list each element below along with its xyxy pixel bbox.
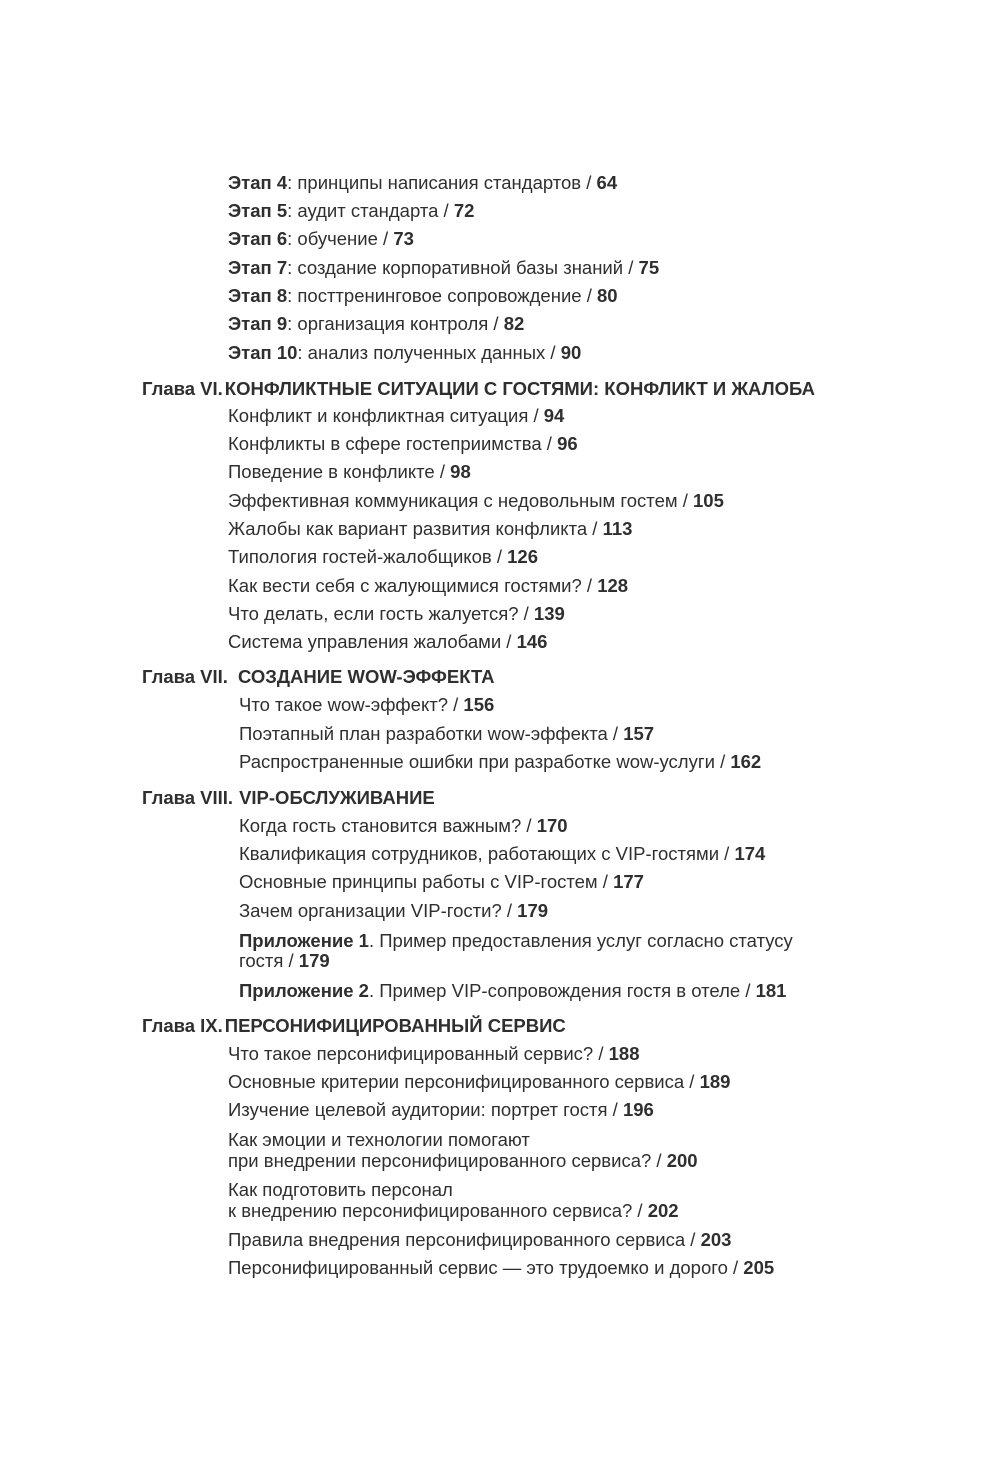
entry-page: 200 [666,1150,698,1171]
entry-text: Как эмоции и технологии помогают [228,1129,530,1150]
toc-entry [228,227,414,251]
toc-entry [228,171,617,195]
entry-label: Этап 7 [228,257,288,278]
entry-label: Этап 5 [228,200,288,221]
entry-text: : организация контроля / [287,313,504,334]
entry-label: Этап 6 [228,228,288,249]
entry-page: 98 [450,461,471,482]
entry-text: к внедрению персонифицированного сервиса? / [228,1200,648,1221]
entry-page: 170 [536,815,568,836]
entry-page: 82 [503,313,525,334]
entry-text: Когда гость становится важным? / [239,815,537,836]
toc-entry [228,1070,730,1094]
entry-text: Что такое персонифицированный сервис? / [228,1043,609,1064]
entry-page: 80 [596,285,618,306]
entry-label: Этап 8 [228,285,288,306]
entry-text: при внедрении персонифицированного сервиса? / [228,1150,667,1171]
toc-entry [228,341,581,365]
entry-page: 177 [613,871,644,892]
toc-entry [228,1228,731,1252]
entry-text: Типология гостей-жалобщиков / [228,546,508,567]
entry-page: 72 [453,200,475,221]
toc-entry [228,460,471,484]
entry-label: Этап 9 [228,313,288,334]
toc-entry [239,693,494,717]
chapter-number: Глава VII. [142,666,228,687]
entry-label: Этап 4 [228,172,288,193]
toc-entry [239,842,765,866]
chapter-heading [142,665,494,689]
entry-page: 105 [693,490,724,511]
entry-text: : аудит стандарта / [287,200,454,221]
entry-page: 196 [622,1099,654,1120]
entry-text: Как подготовить персонал [228,1179,453,1200]
toc-entry [228,284,618,308]
entry-text: Правила внедрения персонифицированного сервиса / [228,1229,701,1250]
entry-text: : посттренинговое сопровождение / [287,285,597,306]
chapter-title: ПЕРСОНИФИЦИРОВАННЫЙ СЕРВИС [224,1015,566,1036]
entry-page: 128 [597,575,629,596]
entry-page: 75 [638,257,660,278]
entry-text: : принципы написания стандартов / [287,172,597,193]
chapter-heading [142,786,435,810]
entry-page: 181 [755,980,787,1001]
entry-text: Персонифицированный сервис — это трудоемко и дорого / [228,1257,744,1278]
toc-entry [228,1098,654,1122]
chapter-heading [142,1014,566,1038]
toc-entry [228,602,565,626]
toc-entry [239,899,548,923]
entry-page: 179 [298,950,330,971]
entry-page: 189 [699,1071,731,1092]
chapter-number: Глава IX. [142,1015,223,1036]
entry-text: : обучение / [287,228,394,249]
chapter-title: КОНФЛИКТНЫЕ СИТУАЦИИ С ГОСТЯМИ: КОНФЛИКТ И ЖАЛОБА [224,378,815,399]
chapter-number: Глава VIII. [142,787,234,808]
chapter-title: VIP-ОБСЛУЖИВАНИЕ [239,787,435,808]
entry-page: 126 [507,546,539,567]
entry-text: Распространенные ошибки при разработке wow-услуги / [239,751,731,772]
toc-entry-continued [228,1199,679,1223]
entry-text: Поведение в конфликте / [228,461,451,482]
entry-page: 203 [700,1229,732,1250]
entry-text: гостя / [239,950,299,971]
entry-text: Основные критерии персонифицированного сервиса / [228,1071,700,1092]
entry-page: 96 [557,433,578,454]
entry-text: Как вести себя с жалующимися гостями? / [228,575,598,596]
toc-entry [228,256,659,280]
toc-entry [228,517,632,541]
chapter-title: СОЗДАНИЕ WOW-ЭФФЕКТА [237,666,495,687]
toc-entry [228,432,578,456]
entry-text: Система управления жалобами / [228,631,517,652]
entry-text: Квалификация сотрудников, работающих с VIP-гостями / [239,843,735,864]
entry-text: Эффективная коммуникация с недовольным гостем / [228,490,693,511]
entry-text: . Пример предоставления услуг согласно статусу [368,930,793,951]
appendix-entry-continued [239,949,330,973]
entry-text: . Пример VIP-сопровождения гостя в отеле / [368,980,756,1001]
entry-label: Этап 10 [228,342,298,363]
toc-entry [228,199,474,223]
appendix-entry [239,979,786,1003]
chapter-number: Глава VI. [142,378,223,399]
entry-text: : анализ полученных данных / [297,342,561,363]
toc-entry [228,545,538,569]
toc-entry [228,630,547,654]
entry-text: Что такое wow-эффект? / [239,694,464,715]
entry-page: 156 [463,694,495,715]
toc-entry [239,722,654,746]
entry-text: Основные принципы работы с VIP-гостем / [239,871,614,892]
entry-page: 205 [743,1257,775,1278]
toc-entry-continued [228,1149,698,1173]
toc-entry [228,312,524,336]
entry-page: 113 [602,518,633,539]
entry-page: 202 [647,1200,679,1221]
entry-page: 146 [516,631,548,652]
entry-page: 139 [533,603,565,624]
entry-text: Что делать, если гость жалуется? / [228,603,534,624]
entry-text: Конфликт и конфликтная ситуация / [228,405,544,426]
toc-entry [228,1256,774,1280]
entry-page: 188 [608,1043,640,1064]
toc-entry [228,1042,640,1066]
entry-text: Жалобы как вариант развития конфликта / [228,518,603,539]
toc-entry [228,574,628,598]
toc-entry [239,814,568,838]
entry-text: Изучение целевой аудитории: портрет гостя / [228,1099,623,1120]
toc-entry [239,750,761,774]
entry-page: 90 [560,342,582,363]
toc-entry [228,489,724,513]
entry-page: 179 [517,900,549,921]
entry-text: Конфликты в сфере гостеприимства / [228,433,558,454]
entry-page: 174 [734,843,766,864]
toc-entry [228,404,564,428]
entry-label: Приложение 1 [239,930,369,951]
entry-page: 94 [543,405,565,426]
entry-text: Зачем организации VIP-гости? / [239,900,518,921]
entry-page: 73 [393,228,414,249]
toc-entry [239,870,644,894]
entry-page: 162 [730,751,762,772]
entry-page: 64 [596,172,618,193]
entry-label: Приложение 2 [239,980,369,1001]
chapter-heading [142,377,815,401]
entry-text: Поэтапный план разработки wow-эффекта / [239,723,624,744]
entry-page: 157 [623,723,655,744]
entry-text: : создание корпоративной базы знаний / [287,257,639,278]
